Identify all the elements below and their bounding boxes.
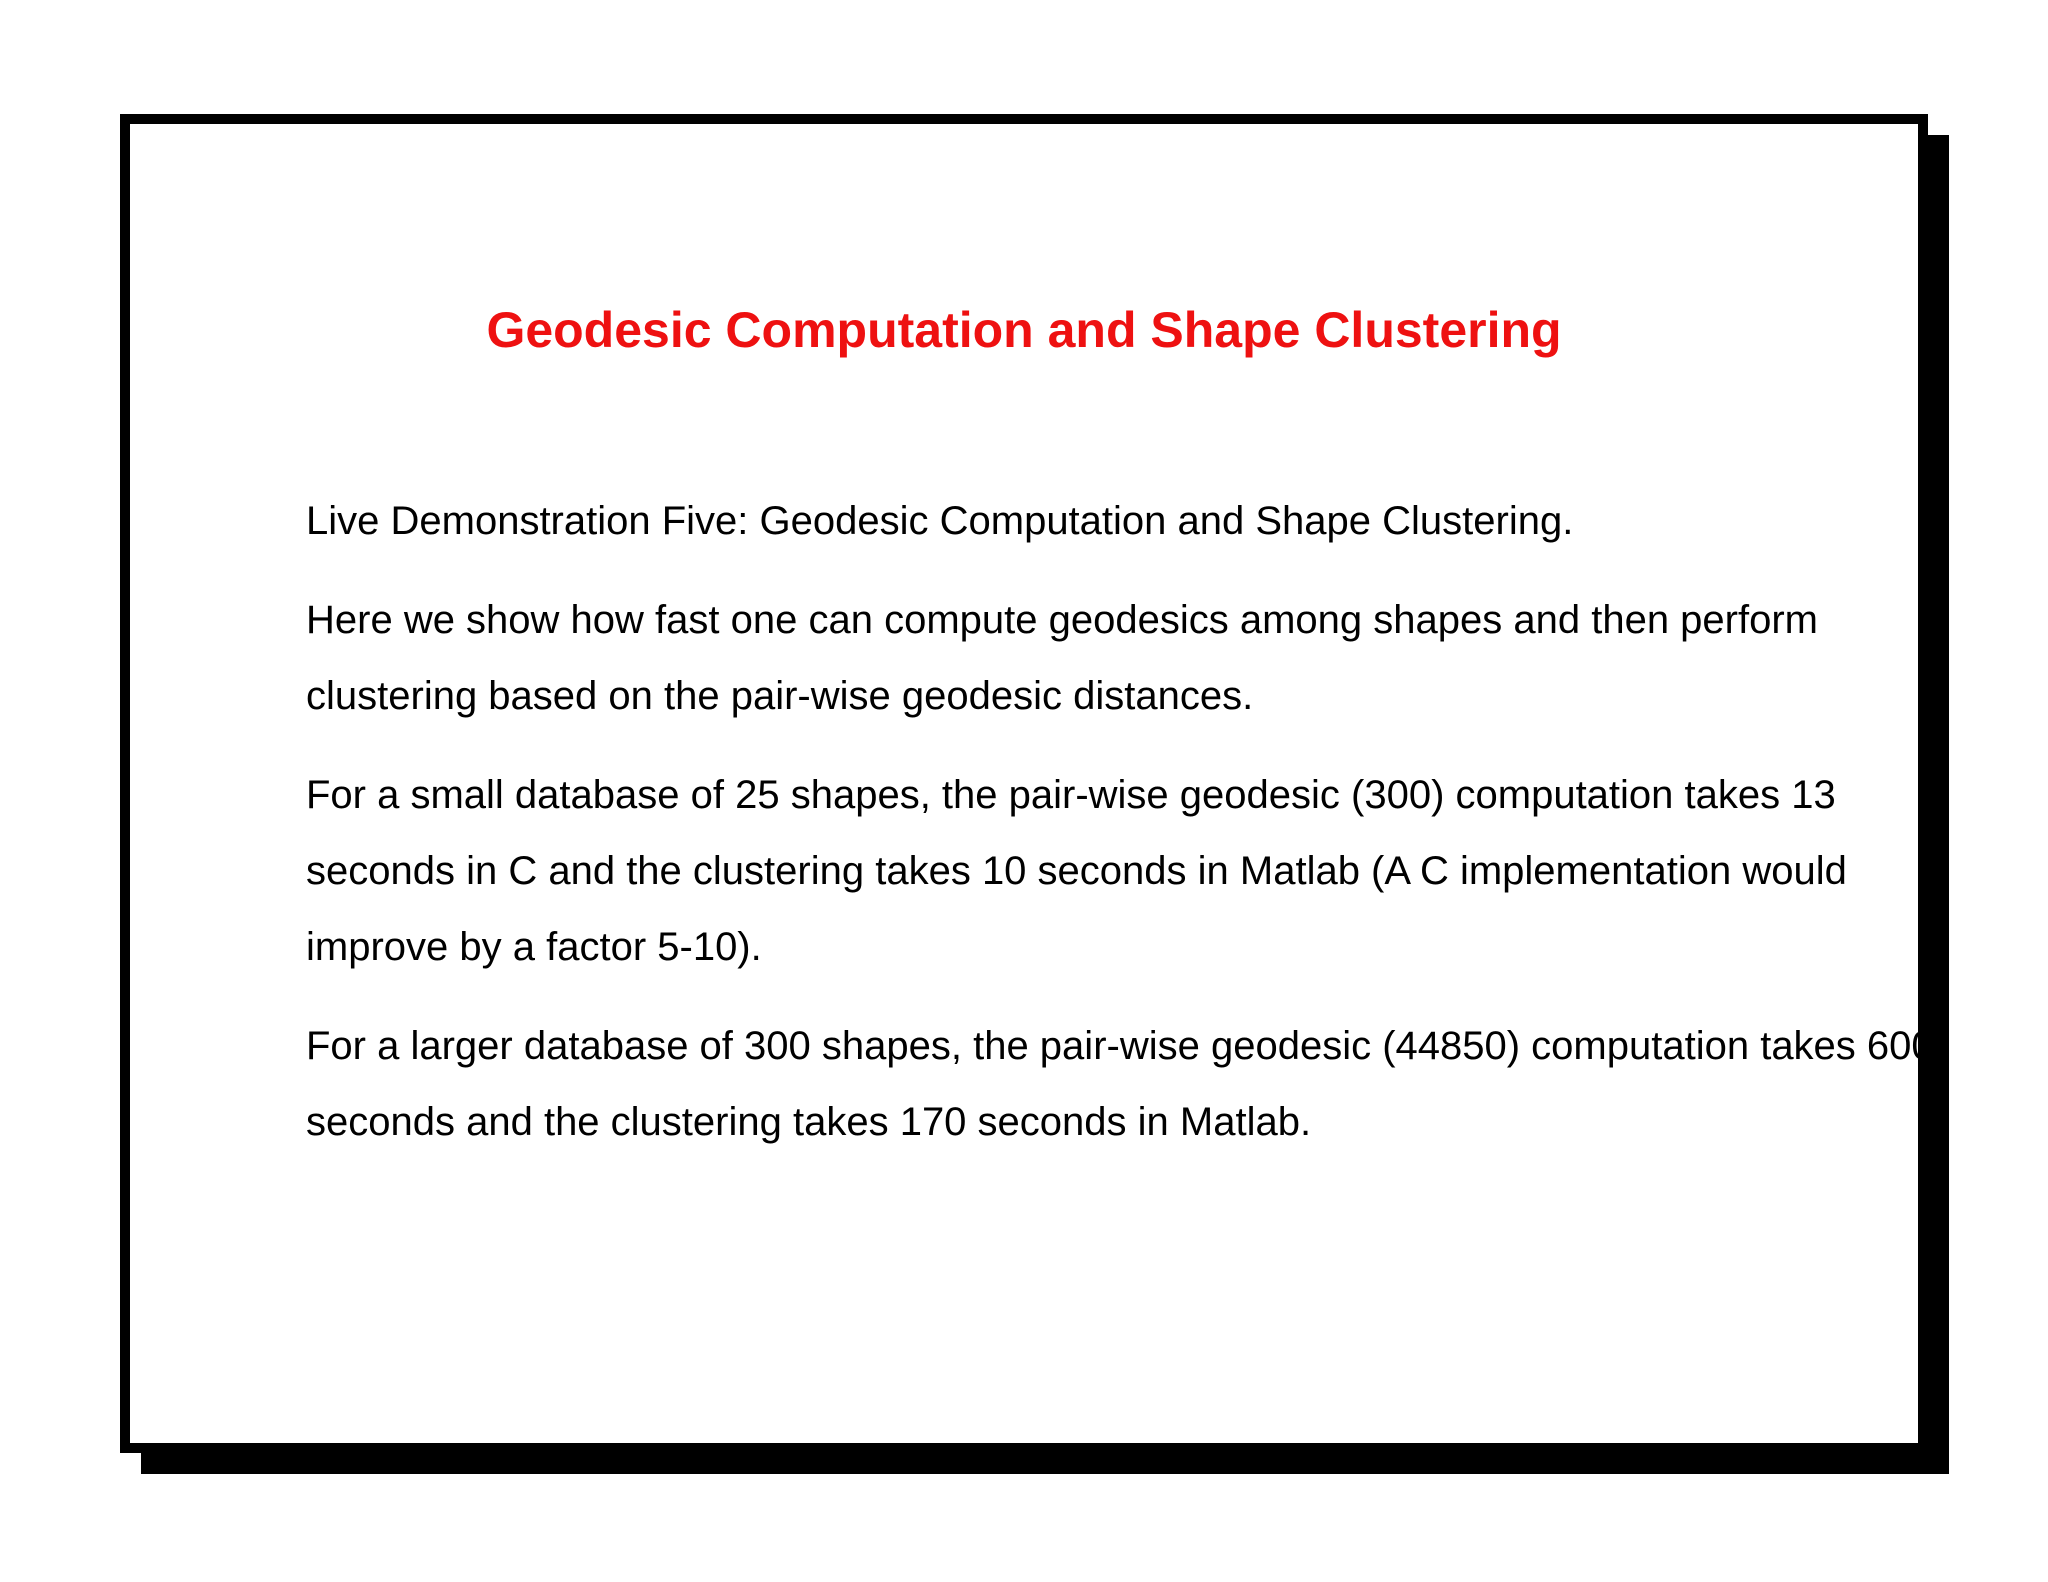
slide-frame	[120, 114, 1934, 1453]
paragraph-large-database: For a larger database of 300 shapes, the pair-wise geodesic (44850) computation takes 600 seconds and the clustering takes 170 seconds in Matlab.	[306, 1024, 1934, 1144]
paragraph-intro: Live Demonstration Five: Geodesic Computation and Shape Clustering.	[306, 499, 1574, 543]
slide-body	[306, 483, 1986, 1183]
paragraph-small-database: For a small database of 25 shapes, the pair-wise geodesic (300) computation takes 13 seconds in C and the clustering takes 10 seconds in Matlab (A C implementation would improve by a factor 5-10).	[306, 773, 1847, 969]
paragraph-overview: Here we show how fast one can compute geodesics among shapes and then perform clustering based on the pair-wise geodesic distances.	[306, 598, 1818, 718]
slide-title: Geodesic Computation and Shape Clustering	[486, 302, 1562, 358]
